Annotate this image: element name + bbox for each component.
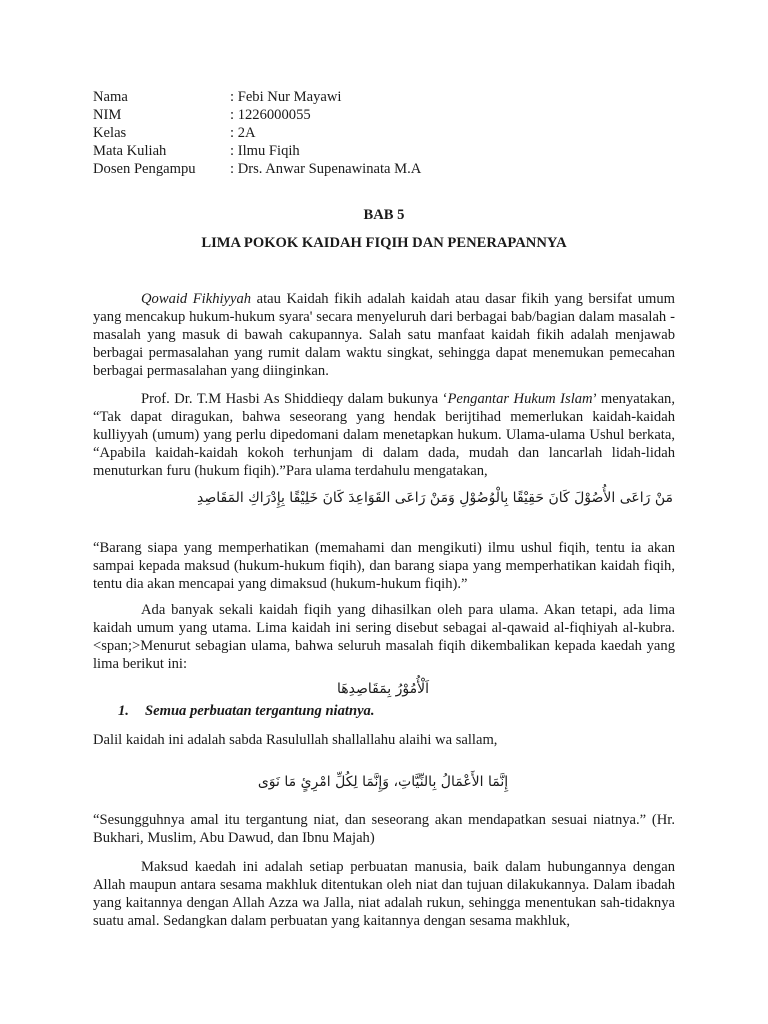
paragraph-4 <box>93 731 675 749</box>
identity-value: : 1226000055 <box>230 107 311 123</box>
identity-row-mata-kuliah <box>93 142 693 160</box>
book-title: Pengantar Hukum Islam <box>447 391 593 407</box>
arabic-rule-1: اَلْأُمُوْرُ بِمَقَاصِدِهَا <box>336 681 430 697</box>
identity-row-dosen <box>93 160 693 178</box>
paragraph-5-text: Maksud kaedah ini adalah setiap perbuatan manusia, baik dalam hubungannya dengan Allah maupun antara sesama makhluk ditentukan oleh niat dan tujuan dilakukannya. Dalam ibadah yang kaitannya dengan Allah Azza wa Jalla, niat adalah rukun, sehingga menentukan sah-tidaknya suatu amal. Sedangkan dalam perbuatan yang kaitannya dengan sesama makhluk, <box>93 859 675 929</box>
paragraph-3-text: Ada banyak sekali kaidah fiqih yang dihasilkan oleh para ulama. Akan tetapi, ada lima kaidah umum yang utama. Lima kaidah ini sering disebut sebagai al-qawaid al-fiqhiyah al-kubra. <span;>Menurut sebagian ulama, bahwa seluruh masalah fiqih dikembalikan kepada kaedah yang lima berikut ini: <box>93 602 675 672</box>
translation-quote-1 <box>93 539 675 593</box>
identity-row-nama <box>93 88 693 106</box>
paragraph-2-text-a: Prof. Dr. T.M Hasbi As Shiddieqy dalam bukunya ‘ <box>141 391 448 407</box>
identity-label: NIM <box>93 107 122 123</box>
arabic-quote-1: مَنْ رَاعَى الأُصُوْلَ كَانَ حَقِيْقًا بِالْوُصُوْلِ وَمَنْ رَاعَى القَوَاعِدَ كَانَ خَلِيْقًا بِإِدْرَاكِ المَقَاصِدِ <box>196 490 673 506</box>
identity-label: Dosen Pengampu <box>93 161 196 177</box>
list-item-1 <box>118 702 678 720</box>
identity-value: : Ilmu Fiqih <box>230 143 300 159</box>
identity-value: : Febi Nur Mayawi <box>230 89 342 105</box>
paragraph-5 <box>93 858 675 930</box>
identity-row-nim <box>93 106 693 124</box>
paragraph-4-text: Dalil kaidah ini adalah sabda Rasulullah shallallahu alaihi wa sallam, <box>93 732 498 748</box>
chapter-heading: BAB 5 <box>363 207 405 223</box>
term-qowaid: Qowaid Fikhiyyah <box>141 291 252 307</box>
quote-2-text: “Sesungguhnya amal itu tergantung niat, dan seseorang akan mendapatkan sesuai niatnya.” (Hr. Bukhari, Muslim, Abu Dawud, dan Ibnu Majah) <box>93 812 675 846</box>
paragraph-3 <box>93 601 675 673</box>
quote-1-text: “Barang siapa yang memperhatikan (memahami dan mengikuti) ilmu ushul fiqih, tentu ia akan sampai kepada maksud (hukum-hukum fiqih), dan barang siapa yang memperhatikan kaidah fiqih, tentu dia akan mencapai yang dimaksud (hukum-hukum fiqih).” <box>93 540 675 592</box>
paragraph-1-text: atau Kaidah fikih adalah kaidah atau dasar fikih yang bersifat umum yang mencakup hukum-hukum syara' secara menyeluruh dari berbagai bab/bagian dalam masalah - masalah yang masuk di bawah cakupannya. Salah satu manfaat kaidah fikih adalah menjawab berbagai permasalahan yang rumit dalam waktu singkat, sehingga dapat menemukan pemecahan berbagai permasalahan yang diinginkan. <box>93 291 675 379</box>
identity-label: Mata Kuliah <box>93 143 167 159</box>
list-number: 1. <box>118 703 129 719</box>
identity-label: Nama <box>93 89 128 105</box>
paragraph-2 <box>93 390 675 480</box>
identity-value: : Drs. Anwar Supenawinata M.A <box>230 161 422 177</box>
list-item-text: Semua perbuatan tergantung niatnya. <box>145 703 375 719</box>
paragraph-2-text-b: ’ menyatakan, “Tak dapat diragukan, bahwa seseorang yang hendak berijtihad memerlukan kaidah-kaidah kulliyyah (umum) yang perlu dipedomani dalam menetapkan hukum. Ulama-ulama Ushul berkata, “Apabila kaidah-kaidah kokoh terhunjam di dalam dada, mudah dan lancarlah lidah-lidah menuturkan furu (hukum fiqih).”Para ulama terdahulu mengatakan, <box>93 391 675 479</box>
paragraph-1 <box>93 290 675 380</box>
translation-quote-2 <box>93 811 675 847</box>
identity-value: : 2A <box>230 125 256 141</box>
identity-label: Kelas <box>93 125 127 141</box>
identity-row-kelas <box>93 124 693 142</box>
arabic-hadith: إِنَّمَا الأَعْمَالُ بِالنِّيَّاتِ، وَإِنَّمَا لِكُلِّ امْرِئٍ مَا نَوَى <box>257 774 509 790</box>
page-title: LIMA POKOK KAIDAH FIQIH DAN PENERAPANNYA <box>201 235 567 251</box>
